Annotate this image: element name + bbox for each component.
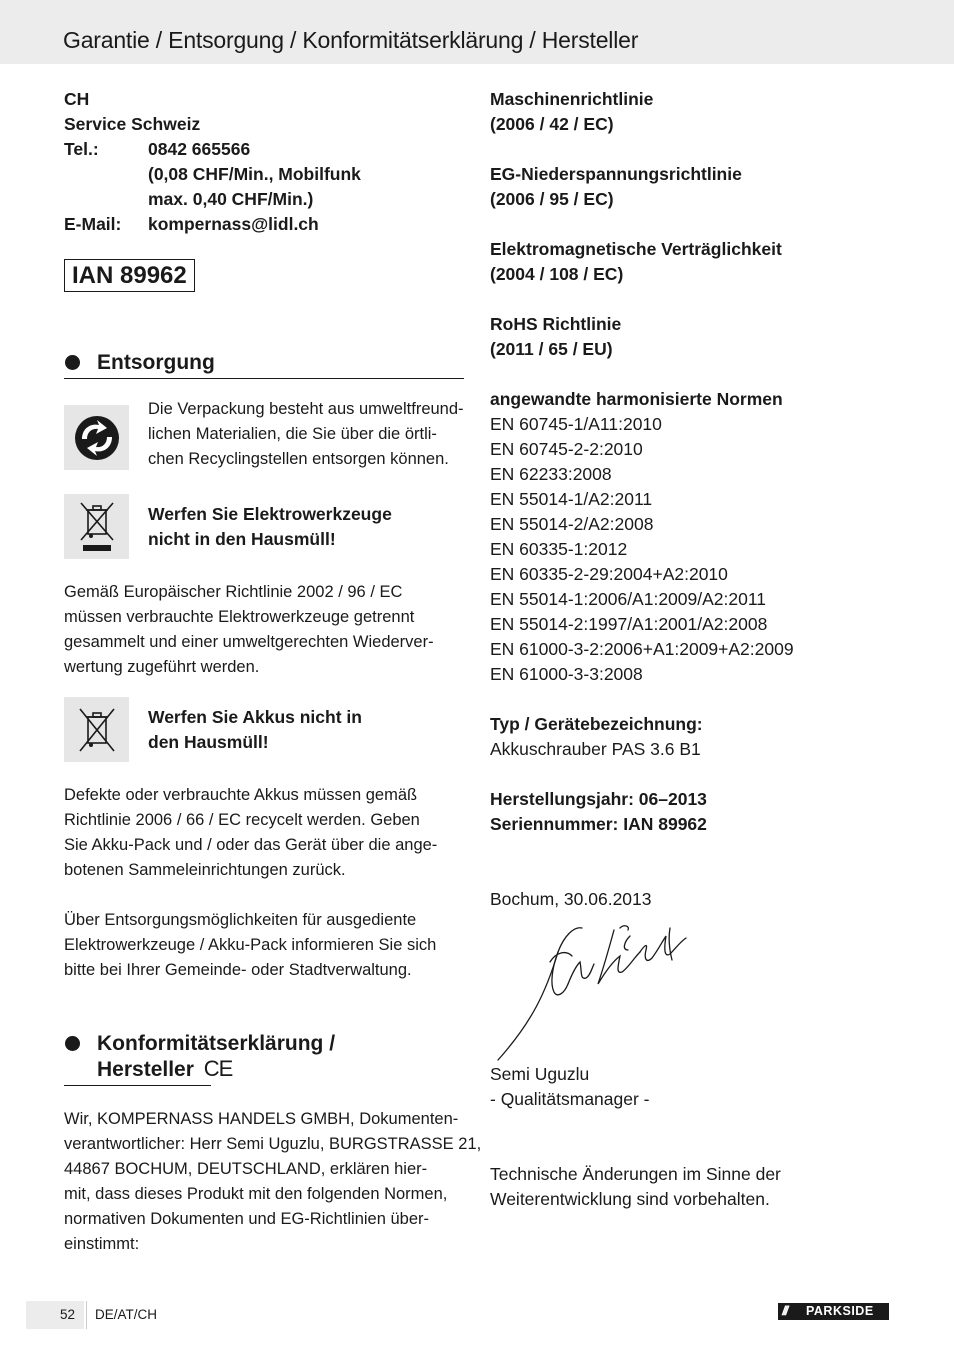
conformity-heading-line2	[97, 1056, 335, 1082]
contact-tel-row	[64, 137, 464, 212]
directive-emc	[490, 237, 910, 287]
brand-name: PARKSIDE	[806, 1304, 874, 1318]
email-address[interactable]: kompernass@lidl.ch	[148, 214, 319, 234]
text-line: verantwortlicher: Herr Semi Uguzlu, BURGSTRASSE 21,	[64, 1135, 482, 1153]
page-number-box	[26, 1301, 84, 1329]
text-line: wertung zugeführt werden.	[64, 658, 260, 676]
norms-list	[490, 412, 910, 687]
heading-underline	[64, 378, 464, 379]
packaging-line: chen Recyclingstellen entsorgen können.	[148, 450, 449, 468]
conformity-heading	[64, 1031, 335, 1082]
packaging-line: lichen Materialien, die Sie über die örtli-	[148, 425, 437, 443]
heading-underline	[64, 1085, 211, 1086]
conformity-heading-text: Hersteller	[97, 1058, 194, 1081]
text-line: mit, dass dieses Produkt mit den folgenden Normen,	[64, 1185, 448, 1203]
text-line: Über Entsorgungsmöglichkeiten für ausgediente	[64, 911, 417, 929]
crossed-bin-icon	[64, 494, 129, 559]
text-line: Sie Akku-Pack und / oder das Gerät über die ange-	[64, 836, 438, 854]
page-title: Garantie / Entsorgung / Konformitätserklärung / Hersteller	[63, 27, 639, 53]
text-line: bitte bei Ihrer Gemeinde- oder Stadtverwaltung.	[64, 961, 412, 979]
directive-paragraph	[64, 580, 464, 680]
tools-warning-line: nicht in den Hausmüll!	[148, 529, 336, 549]
tel-line: (0,08 CHF/Min., Mobilfunk	[148, 164, 361, 184]
norm-item: EN 60335-2-29:2004+A2:2010	[490, 564, 728, 584]
text-line: Gemäß Europäischer Richtlinie 2002 / 96 / EC	[64, 583, 403, 601]
battery-warning-line: den Hausmüll!	[148, 732, 269, 752]
text-line: einstimmt:	[64, 1235, 140, 1253]
crossed-battery-bin-icon	[64, 697, 129, 762]
contact-email-row	[64, 212, 464, 237]
footer-divider	[86, 1301, 87, 1329]
directive-name: Maschinenrichtlinie	[490, 89, 654, 109]
recycling-icon	[64, 405, 129, 470]
norm-item: EN 60745-1/A11:2010	[490, 414, 662, 434]
directive-number: (2006 / 42 / EC)	[490, 114, 614, 134]
logo-stripes-icon: ///	[782, 1304, 787, 1318]
text-line: Elektrowerkzeuge / Akku-Pack informieren Sie sich	[64, 936, 437, 954]
text-line: Richtlinie 2006 / 66 / EC recycelt werden. Geben	[64, 811, 420, 829]
conformity-heading-line: Konformitätserklärung /	[97, 1032, 336, 1055]
footer-language: DE/AT/CH	[95, 1307, 158, 1322]
battery-paragraph	[64, 783, 464, 883]
text-line: normativen Dokumenten und EG-Richtlinien über-	[64, 1210, 430, 1228]
signer-name: Semi Uguzlu	[490, 1064, 590, 1084]
packaging-note	[64, 400, 464, 472]
disposal-heading	[64, 350, 464, 375]
technical-note-line: Weiterentwicklung sind vorbehalten.	[490, 1189, 770, 1209]
battery-warning-line: Werfen Sie Akkus nicht in	[148, 707, 362, 727]
page-number: 52	[60, 1307, 76, 1322]
text-line: 44867 BOCHUM, DEUTSCHLAND, erklären hier-	[64, 1160, 428, 1178]
info-paragraph	[64, 908, 464, 983]
tel-line: 0842 665566	[148, 139, 251, 159]
norm-item: EN 55014-1/A2:2011	[490, 489, 653, 509]
text-line: müssen verbrauchte Elektrowerkzeuge getrennt	[64, 608, 415, 626]
conformity-paragraph	[64, 1107, 482, 1257]
tools-warning	[64, 494, 464, 559]
place-date: Bochum, 30.06.2013	[490, 889, 652, 909]
serial-number: Seriennummer: IAN 89962	[490, 814, 707, 834]
production-year: Herstellungsjahr: 06–2013	[490, 789, 707, 809]
norm-item: EN 55014-2/A2:2008	[490, 514, 654, 534]
text-line: Defekte oder verbrauchte Akkus müssen gemäß	[64, 786, 418, 804]
tel-label: Tel.:	[64, 139, 99, 159]
contact-country: CH	[64, 89, 90, 109]
directive-name: EG-Niederspannungsrichtlinie	[490, 164, 742, 184]
signature-image	[494, 922, 694, 1062]
technical-note-line: Technische Änderungen im Sinne der	[490, 1164, 781, 1184]
packaging-line: Die Verpackung besteht aus umweltfreund-	[148, 400, 464, 418]
page-header	[0, 0, 954, 64]
ian-box: IAN 89962	[64, 259, 195, 292]
tel-line: max. 0,40 CHF/Min.)	[148, 189, 314, 209]
disposal-heading-text: Entsorgung	[97, 351, 215, 374]
text-line: botenen Sammeleinrichtungen zurück.	[64, 861, 346, 879]
norms-heading: angewandte harmonisierte Normen	[490, 389, 783, 409]
norm-item: EN 62233:2008	[490, 464, 612, 484]
norm-item: EN 61000-3-2:2006+A1:2009+A2:2009	[490, 639, 794, 659]
text-line: Wir, KOMPERNASS HANDELS GMBH, Dokumenten-	[64, 1110, 459, 1128]
directive-rohs	[490, 312, 910, 362]
contact-service: Service Schweiz	[64, 114, 201, 134]
directive-number: (2011 / 65 / EU)	[490, 339, 613, 359]
bullet-icon	[65, 1036, 80, 1051]
directive-number: (2006 / 95 / EC)	[490, 189, 614, 209]
email-label: E-Mail:	[64, 214, 122, 234]
signer-role: - Qualitätsmanager -	[490, 1089, 650, 1109]
directive-low-voltage	[490, 162, 910, 212]
parkside-logo	[778, 1303, 889, 1320]
text-line: gesammelt und einer umweltgerechten Wiederver-	[64, 633, 434, 651]
directive-name: Elektromagnetische Verträglichkeit	[490, 239, 782, 259]
left-column	[64, 87, 482, 1257]
norm-item: EN 60745-2-2:2010	[490, 439, 643, 459]
norm-item: EN 55014-2:1997/A1:2001/A2:2008	[490, 614, 768, 634]
directive-name: RoHS Richtlinie	[490, 314, 622, 334]
type-label: Typ / Gerätebezeichnung:	[490, 714, 703, 734]
norm-item: EN 55014-1:2006/A1:2009/A2:2011	[490, 589, 767, 609]
tools-warning-line: Werfen Sie Elektrowerkzeuge	[148, 504, 392, 524]
norm-item: EN 61000-3-3:2008	[490, 664, 643, 684]
battery-warning	[64, 697, 464, 762]
directive-machinery	[490, 87, 910, 137]
contact-block	[64, 87, 464, 237]
directive-number: (2004 / 108 / EC)	[490, 264, 624, 284]
ce-mark-icon: CE	[203, 1056, 233, 1081]
norm-item: EN 60335-1:2012	[490, 539, 628, 559]
bullet-icon	[65, 355, 80, 370]
type-value: Akkuschrauber PAS 3.6 B1	[490, 739, 701, 759]
